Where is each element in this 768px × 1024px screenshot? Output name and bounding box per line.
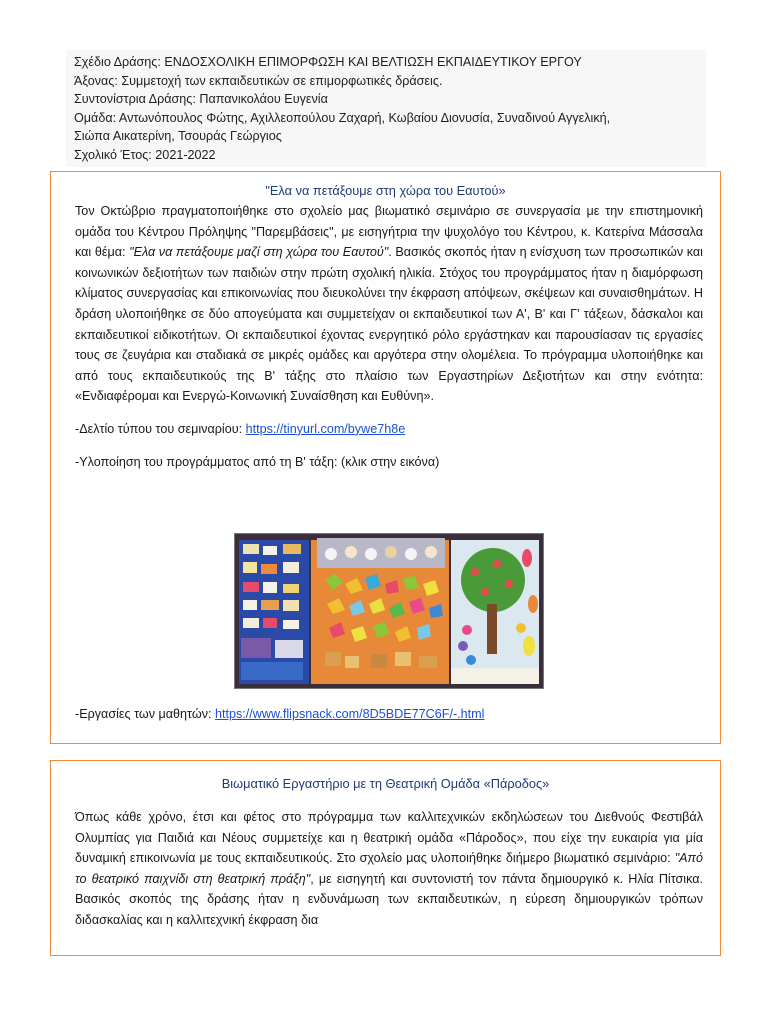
- body-text: Τον Οκτώβριο πραγματοποιήθηκε στο σχολείο μας βιωματικό σεμινάριο σε συνεργασία με την επιστημονική ομάδα του Κέντρου Πρόληψης "Παρεμβάσεις", με εισηγήτρια την ψυχολόγο του Κέντρου, κ. Κατερίνα Μάσσαλα και θέμα:: [75, 204, 703, 260]
- document-header: [66, 50, 706, 167]
- axis-line: Άξονας: Συμμετοχή των εκπαιδευτικών σε επιμορφωτικές δράσεις.: [74, 73, 443, 88]
- body-text-continued: . Βασικός σκοπός ήταν η ενίσχυση των προσωπικών και κοινωνικών δεξιοτήτων των παιδιών στην πρώτη σχολική ηλικία. Στόχος του προγράμματος ήταν η διαμόρφωση κλίματος συνεργασίας και επικοινωνίας που διευκολύνει την έκφραση απόψεων, σκέψεων και συναισθημάτων. Η δράση υλοποιήθηκε σε δύο απογεύματα και συμμετείχαν οι εκπαιδευτικοί των Α', Β' και Γ' τάξεων, δάσκαλοι και εκπαιδευτικοί ειδικοτήτων. Οι εκπαιδευτικοί έχοντας ενεργητικό ρόλο εργάστηκαν και παρουσίασαν τις εργασίες τους σε ζευγάρια και σταδιακά σε μικρές ομάδες και αργότερα στην ολομέλεια. Το πρόγραμμα υλοποιήθηκε και από τους εκπαιδευτικούς της Β' τάξης στο πλαίσιο των Εργαστηρίων Δεξιοτήτων και στην ενότητα: «Ενδιαφέρομαι και Ενεργώ-Κοινωνική Συναίσθηση και Ευθύνη».: [75, 245, 703, 404]
- implementation-line: -Υλοποίηση του προγράμματος από τη Β' τάξη: (κλικ στην εικόνα): [75, 454, 440, 469]
- team-line-continued: Σιώπα Αικατερίνη, Τσουράς Γεώργιος: [74, 129, 282, 144]
- section-body: [51, 807, 720, 931]
- seminar-theme: "Από το θεατρικό παιχνίδι στη θεατρική πράξη": [75, 851, 703, 886]
- section-body: [51, 201, 720, 407]
- action-plan-line: Σχέδιο Δράσης: ΕΝΔΟΣΧΟΛΙΚΗ ΕΠΙΜΟΡΦΩΣΗ ΚΑΙ ΒΕΛΤΙΩΣΗ ΕΚΠΑΙΔΕΥΤΙΚΟΥ ΕΡΓΟΥ: [74, 55, 582, 69]
- coordinator-line: Συντονίστρια Δράσης: Παπανικολάου Ευγενία: [74, 92, 328, 107]
- press-release-line: [51, 419, 720, 439]
- press-release-link[interactable]: https://tinyurl.com/bywe7h8e: [245, 421, 406, 436]
- team-line: Ομάδα: Αντωνόπουλος Φώτης, Αχιλλεοπούλου Ζαχαρή, Κωβαίου Διονυσία, Συναδινού Αγγελική,: [74, 110, 611, 125]
- student-works-line: [51, 704, 484, 724]
- body-text-continued: , με εισηγητή και συντονιστή τον πάντα δημιουργικό κ. Ηλία Πίτσικα. Βασικός σκοπός της δράσης ήταν η ενδυνάμωση των εκπαιδευτικών, η εύρεση δημιουργικών τρόπων διδασκαλίας και η καλλιτεχνική έκφραση δια: [75, 871, 704, 927]
- press-release-label: -Δελτίο τύπου του σεμιναρίου:: [75, 421, 246, 436]
- body-text: Όπως κάθε χρόνο, έτσι και φέτος στο πρόγραμμα των καλλιτεχνικών εκδηλώσεων του Διεθνούς Φεστιβάλ Ολυμπίας για Παιδιά και Νέους συμμετείχε και η θεατρική ομάδα «Πάροδος», που είχε την ευκαιρία για μία δυναμική επικοινωνία με τους εκπαιδευτικούς. Στο σχολείο μας υλοποιήθηκε διήμερο βιωματικό σεμινάριο:: [75, 810, 703, 866]
- workshop-section: [50, 760, 721, 956]
- school-year-line: Σχολικό Έτος: 2021-2022: [74, 147, 216, 162]
- section-title: Βιωματικό Εργαστήριο με τη Θεατρική Ομάδα «Πάροδος»: [221, 776, 550, 791]
- student-works-link[interactable]: https://www.flipsnack.com/8D5BDE77C6F/-.html: [214, 707, 485, 721]
- student-works-label: -Εργασίες των μαθητών:: [75, 707, 215, 721]
- seminar-theme: "Ελα να πετάξουμε μαζί στη χώρα του Εαυτού": [129, 245, 389, 260]
- class-artwork-image[interactable]: [234, 533, 544, 689]
- seminar-section: [50, 171, 721, 744]
- section-title: "Ελα να πετάξουμε στη χώρα του Εαυτού»: [265, 183, 506, 198]
